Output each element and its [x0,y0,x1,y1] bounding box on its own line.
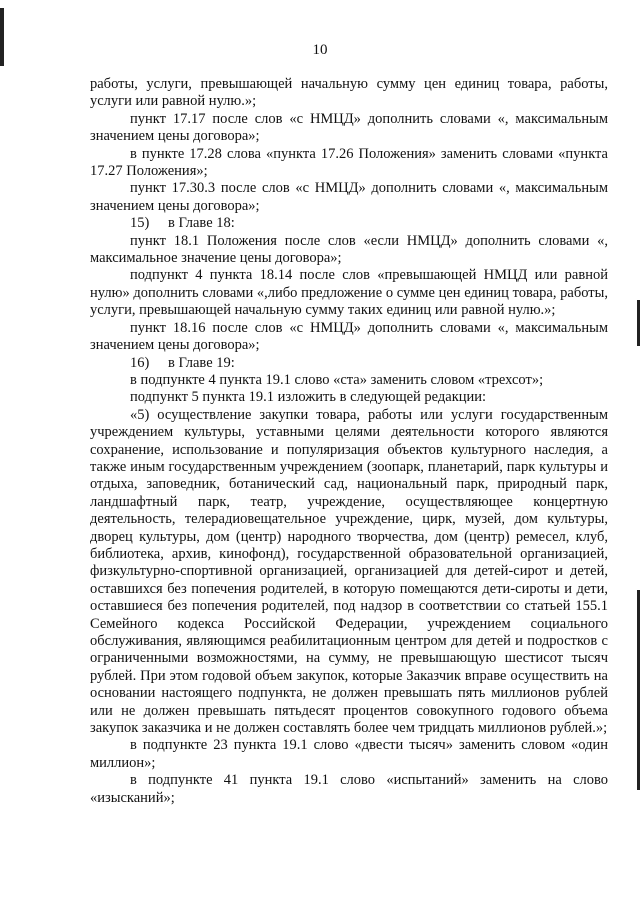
item-text: в Главе 19: [168,354,235,371]
numbered-item [90,215,608,232]
paragraph: подпункт 4 пункта 18.14 после слов «превышающей НМЦД или равной нулю» дополнить словами «,либо предложение о сумме цен единиц товара, работы, услуги, превышающей начальную сумму таких единиц или равной нулю.»; [90,267,608,319]
paragraph: в подпункте 4 пункта 19.1 слово «ста» заменить словом «трехсот»; [130,371,544,388]
numbered-item [90,355,608,372]
paragraph: в пункте 17.28 слова «пункта 17.26 Положения» заменить словами «пункта 17.27 Положения»; [90,145,608,180]
document-body [90,76,608,807]
paragraph: подпункт 5 пункта 19.1 изложить в следующей редакции: [130,389,487,406]
item-number: 16) [130,354,150,371]
paragraph: пункт 18.16 после слов «с НМЦД» дополнить словами «, максимальным значением цены договора»; [90,319,608,354]
item-text: в Главе 18: [168,215,235,232]
paragraph: пункт 17.17 после слов «с НМЦД» дополнить словами «, максимальным значением цены договора»; [90,110,608,145]
paragraph: пункт 17.30.3 после слов «с НМЦД» дополнить словами «, максимальным значением цены договора»; [90,180,608,214]
paragraph: в подпункте 41 пункта 19.1 слово «испытаний» заменить на слово «изысканий»; [90,772,608,806]
paragraph-continuation: работы, услуги, превышающей начальную сумму цен единиц товара, работы, услуги или равной нулю.»; [90,76,608,110]
page-number: 10 [312,42,328,58]
paragraph: пункт 18.1 Положения после слов «если НМЦД» дополнить словами «, максимальное значение цены договора»; [90,232,608,267]
item-number: 15) [130,215,150,232]
paragraph: в подпункте 23 пункта 19.1 слово «двести тысяч» заменить словом «один миллион»; [90,737,608,771]
paragraph: «5) осуществление закупки товара, работы или услуги государственным учреждением культуры, уставными целями деятельности которого являются сохранение, использование и популяризация объектов культурного наследия, а также иным государственным учреждением (зоопарк, планетарий, парк культуры и отдыха, заповедник, ботанический сад, национальный парк, природный парк, ландшафтный парк, театр, учреждение, осуществляющее концертную деятельность, телерадиовещательное учреждение, цирк, музей, дом культуры, дворец культуры, дом (центр) народного творчества, дом (центр) ремесел, клуб, библиотека, архив, кинофонд), государственной образовательной организацией, физкультурно-спортивной организацией, организацией для детей-сирот и детей, оставшихся без попечения родителей, в которую помещаются дети-сироты и дети, оставшиеся без попечения родителей, под надзор в соответствии со статьей 155.1 Семейного кодекса Российской Федерации, учреждением социального обслуживания, являющимся реабилитационным центром для детей и подростков с ограниченными возможностями, на сумму, не превышающую шестисот тысяч рублей. При этом годовой объем закупок, которые Заказчик вправе осуществить на основании настоящего подпункта, не должен превышать пять миллионов рублей или не должен превышать пятьдесят процентов совокупного годового объема закупок заказчика и не должен составлять более чем тридцать миллионов рублей.»; [90,406,608,737]
